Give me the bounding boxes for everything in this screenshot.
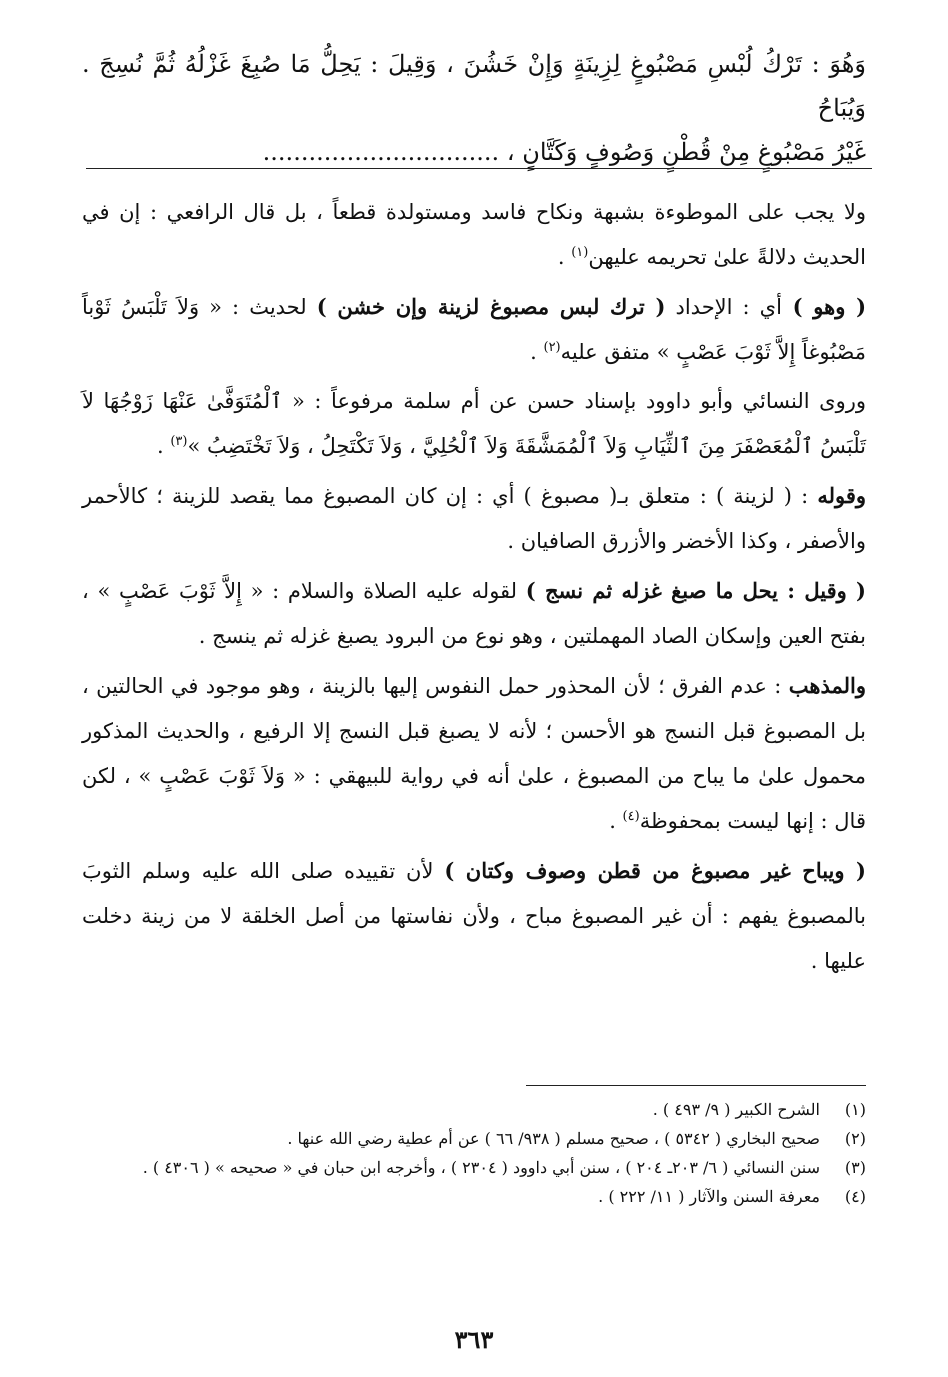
matn-line-1: وَهُوَ : تَرْكُ لُبْسِ مَصْبُوغٍ لِزِينَةٍ وَإِنْ خَشُنَ ، وَقِيلَ : يَحِلُّ مَا صُبِغَ غَزْلُهُ ثُمَّ نُسِجَ . وَيُبَاحُ xyxy=(82,50,866,122)
paragraph-7-text: لأن تقييده صلى الله عليه وسلم الثوبَ بالمصبوغ يفهم : أن غير المصبوغ مباح ، ولأن نفاستها من أصل الخلقة لا من زينة دخلت عليها . xyxy=(82,859,866,973)
footnote-item xyxy=(82,1153,866,1182)
matn-text xyxy=(82,42,866,174)
footnote-item xyxy=(82,1182,866,1211)
matn-line-2-text: غَيْرُ مَصْبُوغٍ مِنْ قُطْنٍ وَصُوفٍ وَكَتَّانٍ ، xyxy=(506,138,866,166)
paragraph-4 xyxy=(82,473,866,564)
footnote-number: (١) xyxy=(844,1100,866,1119)
footnote-ref-2[interactable]: (٢) xyxy=(543,340,561,355)
footnote-text: الشرح الكبير ( ٩/ ٤٩٣ ) . xyxy=(652,1100,820,1119)
footnote-item xyxy=(82,1124,866,1153)
paragraph-1-text: ولا يجب على الموطوءة بشبهة ونكاح فاسد ومستولدة قطعاً ، بل قال الرافعي : إن في الحديث دلالةً علىٰ تحريمه عليهن xyxy=(82,200,866,269)
paragraph-5 xyxy=(82,568,866,659)
paragraph-2-text-a: أي : الإحداد xyxy=(665,295,782,319)
paragraph-2-lead: ( وهو ) xyxy=(781,294,866,319)
footnotes xyxy=(82,1095,866,1211)
paragraph-7 xyxy=(82,848,866,984)
paragraph-2-matn: ( ترك لبس مصبوغ لزينة وإن خشن ) xyxy=(316,294,666,319)
paragraph-2-end: . xyxy=(530,340,544,364)
paragraph-6-text: : عدم الفرق ؛ لأن المحذور حمل النفوس إليها بالزينة ، وهو موجود في الحالتين ، بل المصبوغ قبل النسج هو الأحسن ؛ لأنه لا يصبغ قبل النسج إلا الرفيع ، والحديث المذكور محمول علىٰ ما يباح من المصبوغ ، علىٰ أنه في رواية للبيهقي : « وَلاَ ثَوْبَ عَصْبٍ » ، لكن قال : إنها ليست بمحفوظة xyxy=(82,674,866,833)
commentary xyxy=(82,190,866,988)
paragraph-6 xyxy=(82,663,866,844)
footnote-text: معرفة السنن والآثار ( ١١/ ٢٢٢ ) . xyxy=(598,1187,820,1206)
paragraph-4-text: : ( لزينة ) : متعلق بـ( مصبوغ ) أي : إن كان المصبوغ مما يقصد للزينة ؛ كالأحمر والأصفر ، وكذا الأخضر والأزرق الصافيان . xyxy=(82,484,866,553)
footnote-ref-3[interactable]: (٣) xyxy=(170,434,188,449)
footnote-number: (٤) xyxy=(844,1187,866,1206)
footnote-text: سنن النسائي ( ٦/ ٢٠٣ـ ٢٠٤ ) ، سنن أبي داوود ( ٢٣٠٤ ) ، وأخرجه ابن حبان في « صحيحه » ( ٤٣٠٦ ) . xyxy=(142,1158,820,1177)
paragraph-2 xyxy=(82,284,866,375)
paragraph-5-matn: ( وقيل : يحل ما صبغ غزله ثم نسج ) xyxy=(525,578,866,603)
paragraph-1-end: . xyxy=(557,245,572,269)
paragraph-3-end: . xyxy=(156,434,171,458)
paragraph-4-lead: وقوله xyxy=(817,483,866,508)
footnote-number: (٣) xyxy=(844,1158,866,1177)
paragraph-7-matn: ( ويباح غير مصبوغ من قطن وصوف وكتان ) xyxy=(444,858,866,883)
paragraph-6-lead: والمذهب xyxy=(788,673,866,698)
paragraph-3-text: وروى النسائي وأبو داوود بإسناد حسن عن أم سلمة مرفوعاً : « ٱلْمُتَوَفَّىٰ عَنْهَا زَوْجُهَا لاَ تَلْبَسُ ٱلْمُعَصْفَرَ مِنَ ٱلثِّيَابِ وَلاَ ٱلْمُمَشَّقَةَ وَلاَ ٱلْحُلِيَّ ، وَلاَ تَكْتَحِلُ ، وَلاَ تَخْتَضِبُ » xyxy=(82,389,866,458)
footnote-number: (٢) xyxy=(844,1129,866,1148)
paragraph-1 xyxy=(82,190,866,280)
footnote-text: صحيح البخاري ( ٥٣٤٢ ) ، صحيح مسلم ( ٩٣٨/ ٦٦ ) عن أم عطية رضي الله عنها . xyxy=(287,1129,820,1148)
footnote-ref-4[interactable]: (٤) xyxy=(622,809,640,824)
matn-dots: ............................... xyxy=(262,138,500,166)
paragraph-2-text-b: لحديث : « وَلاَ تَلْبَسُ ثَوْباً مَصْبُوغاً إِلاَّ ثَوْبَ عَصْبٍ » متفق عليه xyxy=(82,295,866,364)
footnote-ref-1[interactable]: (١) xyxy=(571,245,589,260)
paragraph-5-text: لقوله عليه الصلاة والسلام : « إِلاَّ ثَوْبَ عَصْبٍ » ، بفتح العين وإسكان الصاد المهملتين ، وهو نوع من البرود يصبغ غزله ثم ينسج . xyxy=(82,579,866,648)
paragraph-3 xyxy=(82,379,866,469)
page-number: ٣٦٣ xyxy=(454,1325,494,1354)
paragraph-6-end: . xyxy=(609,809,623,833)
separator-rule xyxy=(86,168,872,169)
footnote-item xyxy=(82,1095,866,1124)
footnote-rule xyxy=(526,1085,866,1086)
